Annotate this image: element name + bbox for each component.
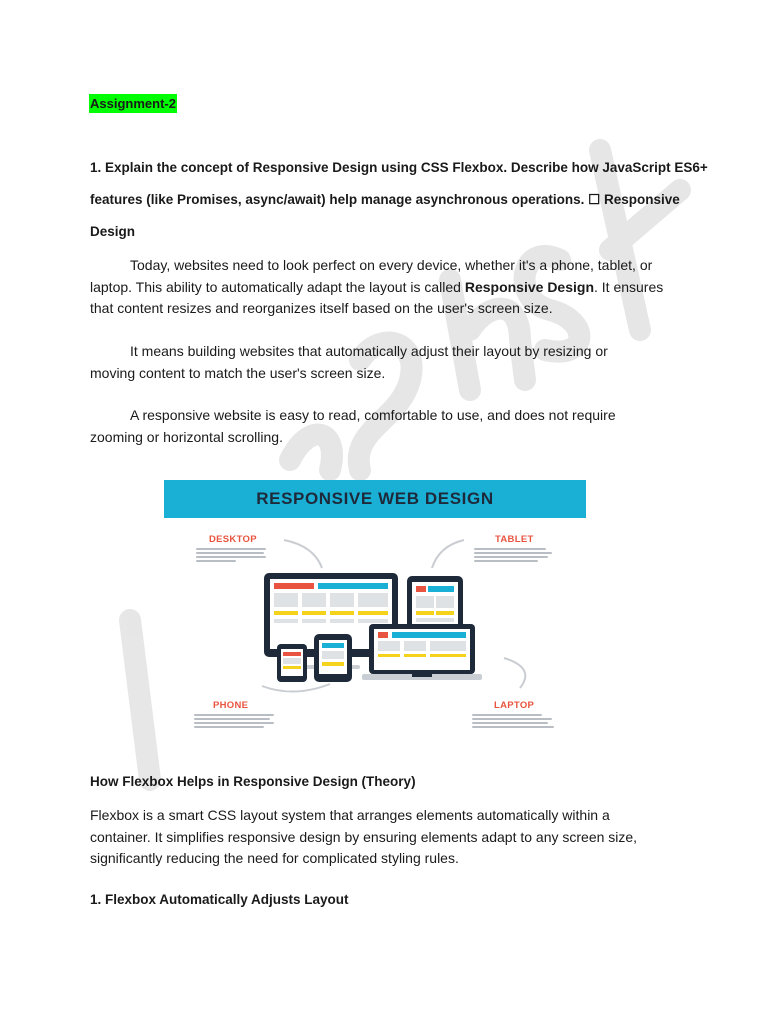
paragraph-intro-end: . It ensures that content resizes and reorganizes itself based on the user's screen size. [90,278,664,316]
laptop-icon [362,624,482,680]
arrow-desktop [284,540,322,568]
question-line-2: features (like Promises, async/await) help manage asynchronous operations. ☐ Responsive [90,192,680,207]
phone-icon-small [277,644,307,682]
phone-icon-large [314,634,352,682]
label-desktop: DESKTOP [209,534,257,545]
paragraph-benefits-text: A responsive website is easy to read, comfortable to use, and does not require zooming or horizontal scrolling. [90,407,616,445]
paragraph-intro-bold: Responsive Design [464,278,594,295]
paragraph-intro-text: Today, websites need to look perfect on every device, whether it's a phone, tablet, or laptop. This ability to automatically adapt the layout is called [90,257,653,295]
paragraph-benefits [90,405,650,448]
assignment-title: Assignment-2 [90,96,176,111]
paragraph-meaning [90,341,650,384]
paragraph-responsive-intro [90,255,690,320]
subheading-flexbox-adjusts: 1. Flexbox Automatically Adjusts Layout [90,892,349,907]
label-tablet: TABLET [495,534,534,545]
paragraph-flexbox-intro [90,805,650,870]
paragraph-meaning-text: It means building websites that automatically adjust their layout by resizing or moving content to match the user's screen size. [90,343,608,381]
figure-banner: RESPONSIVE WEB DESIGN [164,480,586,518]
question-line-3: Design [90,224,136,239]
section-heading-flexbox-theory: How Flexbox Helps in Responsive Design (Theory) [90,774,416,789]
label-phone: PHONE [213,700,249,711]
responsive-design-figure [164,480,586,736]
arrow-laptop [504,658,525,688]
devices-illustration [164,518,586,736]
label-laptop: LAPTOP [494,700,535,711]
paragraph-flexbox-text: Flexbox is a smart CSS layout system that arranges elements automatically within a container. It simplifies responsive design by ensuring elements adapt to any screen size, significantly reducing the need for complicated styling rules. [90,807,638,866]
question-line-1: 1. Explain the concept of Responsive Design using CSS Flexbox. Describe how JavaScript ES6+ [90,160,708,175]
arrow-tablet [432,540,464,568]
arrow-phone [262,684,330,692]
